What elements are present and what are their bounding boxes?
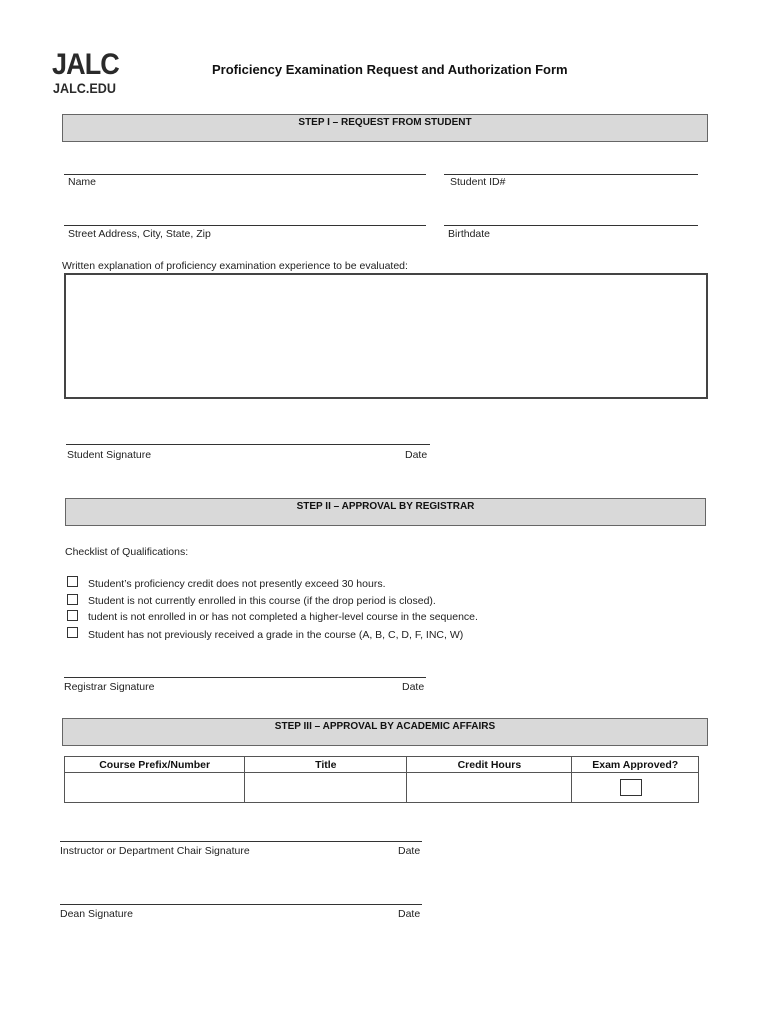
registrar-signature-field[interactable]	[64, 677, 426, 678]
birthdate-label: Birthdate	[448, 228, 491, 240]
checklist-title: Checklist of Qualifications:	[65, 546, 189, 558]
student-id-field[interactable]	[444, 174, 698, 175]
student-date-label: Date	[405, 449, 428, 461]
checklist-item-1: Student’s proficiency credit does not presently exceed 30 hours.	[88, 578, 386, 590]
col-title: Title	[245, 757, 407, 773]
step1-header: STEP I – REQUEST FROM STUDENT	[62, 114, 708, 142]
dean-date-label: Date	[398, 908, 421, 920]
col-credit-hours: Credit Hours	[407, 757, 572, 773]
name-label: Name	[68, 176, 97, 188]
step3-header: STEP III – APPROVAL BY ACADEMIC AFFAIRS	[62, 718, 708, 746]
exam-approved-checkbox[interactable]	[620, 779, 642, 796]
jalc-logo-url: JALC.EDU	[53, 80, 117, 96]
table-row	[65, 773, 699, 803]
explanation-label: Written explanation of proficiency examination experience to be evaluated:	[62, 260, 408, 272]
student-signature-label: Student Signature	[67, 449, 152, 461]
exam-approved-cell	[572, 773, 699, 803]
checklist-checkbox-1[interactable]	[67, 576, 78, 587]
credit-hours-cell[interactable]	[407, 773, 572, 803]
checklist-item-4: Student has not previously received a grade in the course (A, B, C, D, F, INC, W)	[88, 629, 464, 641]
checklist-item-3: tudent is not enrolled in or has not completed a higher-level course in the sequence.	[88, 611, 478, 623]
registrar-date-label: Date	[402, 681, 425, 693]
checklist-checkbox-4[interactable]	[67, 627, 78, 638]
birthdate-field[interactable]	[444, 225, 698, 226]
jalc-logo: JALC	[52, 48, 119, 81]
registrar-signature-label: Registrar Signature	[64, 681, 155, 693]
form-title: Proficiency Examination Request and Authorization Form	[212, 62, 568, 77]
checklist-checkbox-3[interactable]	[67, 610, 78, 621]
student-id-label: Student ID#	[450, 176, 506, 188]
address-field[interactable]	[64, 225, 426, 226]
dean-signature-label: Dean Signature	[60, 908, 133, 920]
checklist-checkbox-2[interactable]	[67, 594, 78, 605]
table-header-row	[65, 757, 699, 773]
name-field[interactable]	[64, 174, 426, 175]
checklist-item-2: Student is not currently enrolled in this course (if the drop period is closed).	[88, 595, 436, 607]
col-course-prefix: Course Prefix/Number	[65, 757, 245, 773]
explanation-textarea[interactable]	[64, 273, 708, 399]
dean-signature-field[interactable]	[60, 904, 422, 905]
instructor-signature-field[interactable]	[60, 841, 422, 842]
approval-table	[64, 756, 699, 803]
instructor-signature-label: Instructor or Department Chair Signature	[60, 845, 250, 857]
address-label: Street Address, City, State, Zip	[68, 228, 211, 240]
course-prefix-cell[interactable]	[65, 773, 245, 803]
student-signature-field[interactable]	[66, 444, 430, 445]
title-cell[interactable]	[245, 773, 407, 803]
instructor-date-label: Date	[398, 845, 421, 857]
col-exam-approved: Exam Approved?	[572, 757, 699, 773]
step2-header: STEP II – APPROVAL BY REGISTRAR	[65, 498, 706, 526]
